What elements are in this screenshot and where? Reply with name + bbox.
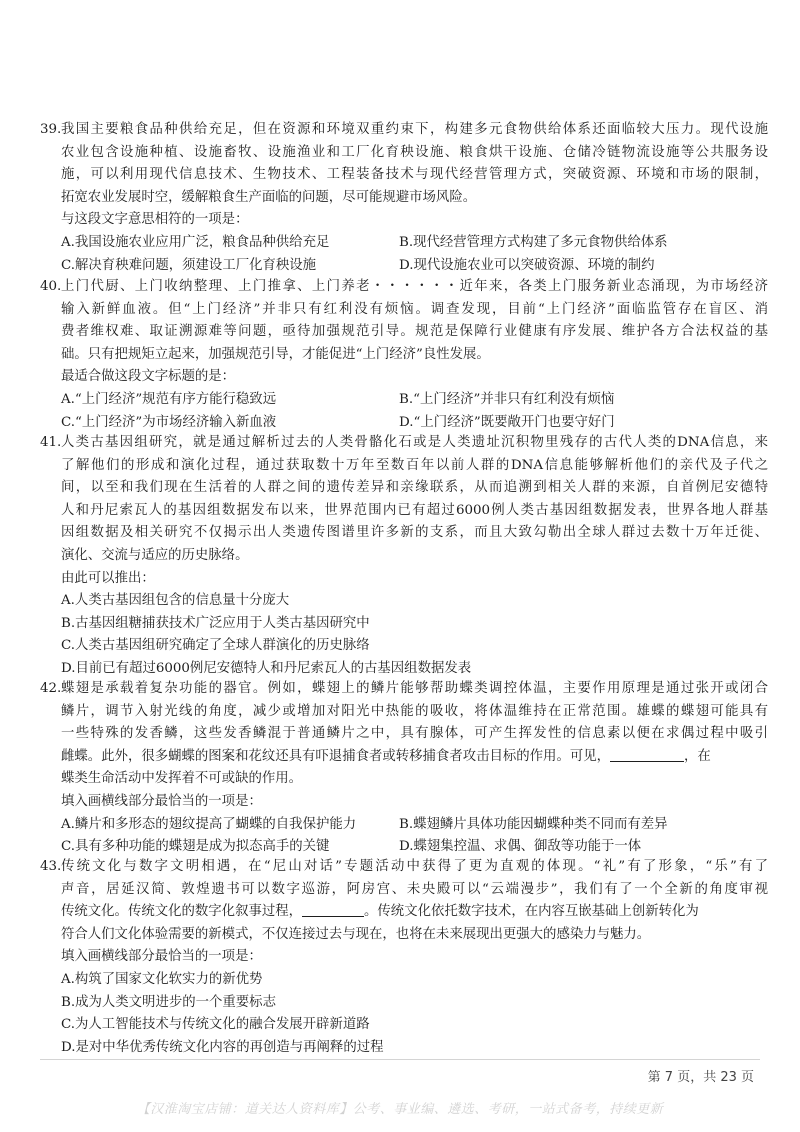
option-c[interactable]: C.具有多种功能的蝶翅是成为拟态高手的关键 <box>61 839 330 855</box>
passage-line: 一些特殊的发香鳞，这些发香鳞混于普通鳞片之中，具有腺体，可产生挥发性的信息素以便在求偶过程中吸引 <box>61 726 768 742</box>
question-43 <box>40 856 768 1059</box>
passage-line: 间，以至和我们现在生活着的人群之间的遗传差异和亲缘联系，从而追溯到相关人群的来源，自首例尼安德特 <box>61 480 768 496</box>
question-number: 39. <box>40 122 62 137</box>
option-a[interactable]: A.人类古基因组包含的信息量十分庞大 <box>61 593 290 609</box>
option-c[interactable]: C.人类古基因组研究确定了全球人群演化的历史脉络 <box>61 638 370 654</box>
passage-line: 人类古基因组研究，就是通过解析过去的人类骨骼化石或是人类遗址沉积物里残存的古代人类的DNA信息，来 <box>61 435 768 450</box>
question-prompt: 填入画横线部分最恰当的一项是： <box>61 949 262 965</box>
passage-line: 蝶类生命活动中发挥着不可或缺的作用。 <box>61 771 303 787</box>
passage-line: 蝶翅是承载着复杂功能的器官。例如，蝶翅上的鳞片能够帮助蝶类调控体温，主要作用原理是通过张开或闭合 <box>61 681 768 696</box>
fill-blank <box>302 902 364 917</box>
passage-line: 施，可以利用现代信息技术、生物技术、工程装备技术与现代经营管理方式，突破资源、环境和市场的限制， <box>61 167 768 183</box>
passage-line: 演化、交流与适应的历史脉络。 <box>61 547 249 563</box>
question-number: 43. <box>40 859 62 874</box>
passage-line <box>61 746 711 769</box>
passage-line: 声音，居延汉简、敦煌遗书可以数字巡游，阿房宫、未央殿可以“云端漫步”，我们有了一个全新的角度审视 <box>61 881 768 897</box>
option-a[interactable]: A.“上门经济”规范有序方能行稳致远 <box>61 391 277 407</box>
passage-line: 人和丹尼索瓦人的基因组数据发布以来，世界范围内已有超过6000例人类古基因组数据发表，世界各地人群基 <box>61 502 768 518</box>
passage-line: 输入新鲜血液。但“上门经济”并非只有红利没有烦恼。调查发现，目前“上门经济”面临监管存在盲区、消 <box>61 301 768 317</box>
option-a[interactable]: A.鳞片和多形态的翅纹提高了蝴蝶的自我保护能力 <box>61 816 357 832</box>
option-b[interactable]: B.蝶翅鳞片具体功能因蝴蝶种类不同而有差异 <box>399 816 668 832</box>
passage-line: 鳞片，调节入射光线的角度，减少或增加对阳光中热能的吸收，将体温维持在正常范围。雄蝶的蝶翅可能具有 <box>61 703 768 719</box>
option-b[interactable]: B.成为人类文明进步的一个重要标志 <box>61 994 276 1010</box>
question-number: 40. <box>40 279 62 294</box>
passage-line: 我国主要粮食品种供给充足，但在资源和环境双重约束下，构建多元食物供给体系还面临较大压力。现代设施 <box>61 122 768 137</box>
option-b[interactable]: B.古基因组糖捕获技术广泛应用于人类古基因研究中 <box>61 615 370 631</box>
question-number: 42. <box>40 681 62 696</box>
footer-divider <box>40 1059 760 1060</box>
question-prompt: 最适合做这段文字标题的是： <box>61 369 236 385</box>
page-number: 第 7 页，共 23 页 <box>647 1070 754 1085</box>
option-d[interactable]: D.现代设施农业可以突破资源、环境的制约 <box>399 257 655 273</box>
passage-text: 雌蝶。此外，很多蝴蝶的图案和花纹还具有吓退捕食者或转移捕食者攻击目标的作用。可见， <box>61 748 611 764</box>
option-c[interactable]: C.为人工智能技术与传统文化的融合发展开辟新道路 <box>61 1017 370 1033</box>
passage-text: 传统文化。传统文化的数字化叙事过程， <box>61 904 303 920</box>
passage-line: 费者维权难、取证溯源难等问题，亟待加强规范引导。规范是保障行业健康有序发展、维护各方合法权益的基 <box>61 324 768 340</box>
option-c[interactable]: C.解决育秧难问题，须建设工厂化育秧设施 <box>61 257 317 273</box>
passage-line: 因组数据及相关研究不仅揭示出人类遗传图谱里许多新的支系，而且大致勾勒出全球人群过去数十万年迁徙、 <box>61 525 768 541</box>
option-d[interactable]: D.蝶翅集控温、求偶、御敌等功能于一体 <box>399 839 642 855</box>
question-prompt: 与这段文字意思相符的一项是： <box>61 212 249 228</box>
watermark-text: 【汉淮淘宝店铺：道关达人资料库】公考、事业编、遴选、考研，一站式备考，持续更新 <box>136 1102 664 1117</box>
passage-line: 传统文化与数字文明相遇，在“尼山对话”专题活动中获得了更为直观的体现。“礼”有了形象，“乐”有了 <box>61 859 768 874</box>
option-b[interactable]: B.现代经营管理方式构建了多元食物供给体系 <box>399 234 668 250</box>
option-d[interactable]: D.目前已有超过6000例尼安德特人和丹尼索瓦人的古基因组数据发表 <box>61 660 472 676</box>
fill-blank <box>610 747 684 762</box>
question-number: 41. <box>40 435 62 450</box>
passage-line: 础。只有把规矩立起来，加强规范引导，才能促进“上门经济”良性发展。 <box>61 346 490 362</box>
option-b[interactable]: B.“上门经济”并非只有红利没有烦恼 <box>399 391 615 407</box>
passage-line: 拓宽农业发展时空，缓解粮食生产面临的问题，尽可能规避市场风险。 <box>61 189 477 205</box>
passage-line: 了解他们的形成和演化过程，通过获取数十万年至数百年以前人群的DNA信息能够解析他们的亲代及子代之 <box>61 457 768 473</box>
passage-line: 上门代厨、上门收纳整理、上门推拿、上门养老・・・・・・近年来，各类上门服务新业态涌现，为市场经济 <box>61 279 768 294</box>
question-prompt: 由此可以推出： <box>61 570 155 586</box>
passage-line: 符合人们文化体验需要的新模式，不仅连接过去与现在，也将在未来展现出更强大的感染力与魅力。 <box>61 926 651 942</box>
question-prompt: 填入画横线部分最恰当的一项是： <box>61 793 262 809</box>
passage-line: 农业包含设施种植、设施畜牧、设施渔业和工厂化育秧设施、粮食烘干设施、仓储冷链物流设施等公共服务设 <box>61 144 768 160</box>
option-d[interactable]: D.是对中华优秀传统文化内容的再创造与再阐释的过程 <box>61 1039 384 1055</box>
passage-text: ，在 <box>684 748 711 764</box>
option-a[interactable]: A.我国设施农业应用广泛，粮食品种供给充足 <box>61 234 330 250</box>
option-d[interactable]: D.“上门经济”既要敞开门也要守好门 <box>399 414 615 430</box>
option-c[interactable]: C.“上门经济”为市场经济输入新血液 <box>61 414 277 430</box>
option-a[interactable]: A.构筑了国家文化软实力的新优势 <box>61 971 263 987</box>
passage-text: 。传统文化依托数字技术，在内容互嵌基础上创新转化为 <box>364 904 699 920</box>
question-41 <box>40 432 768 681</box>
question-42 <box>40 678 768 859</box>
question-40 <box>40 276 768 434</box>
passage-line <box>61 901 699 924</box>
question-39 <box>40 119 768 277</box>
